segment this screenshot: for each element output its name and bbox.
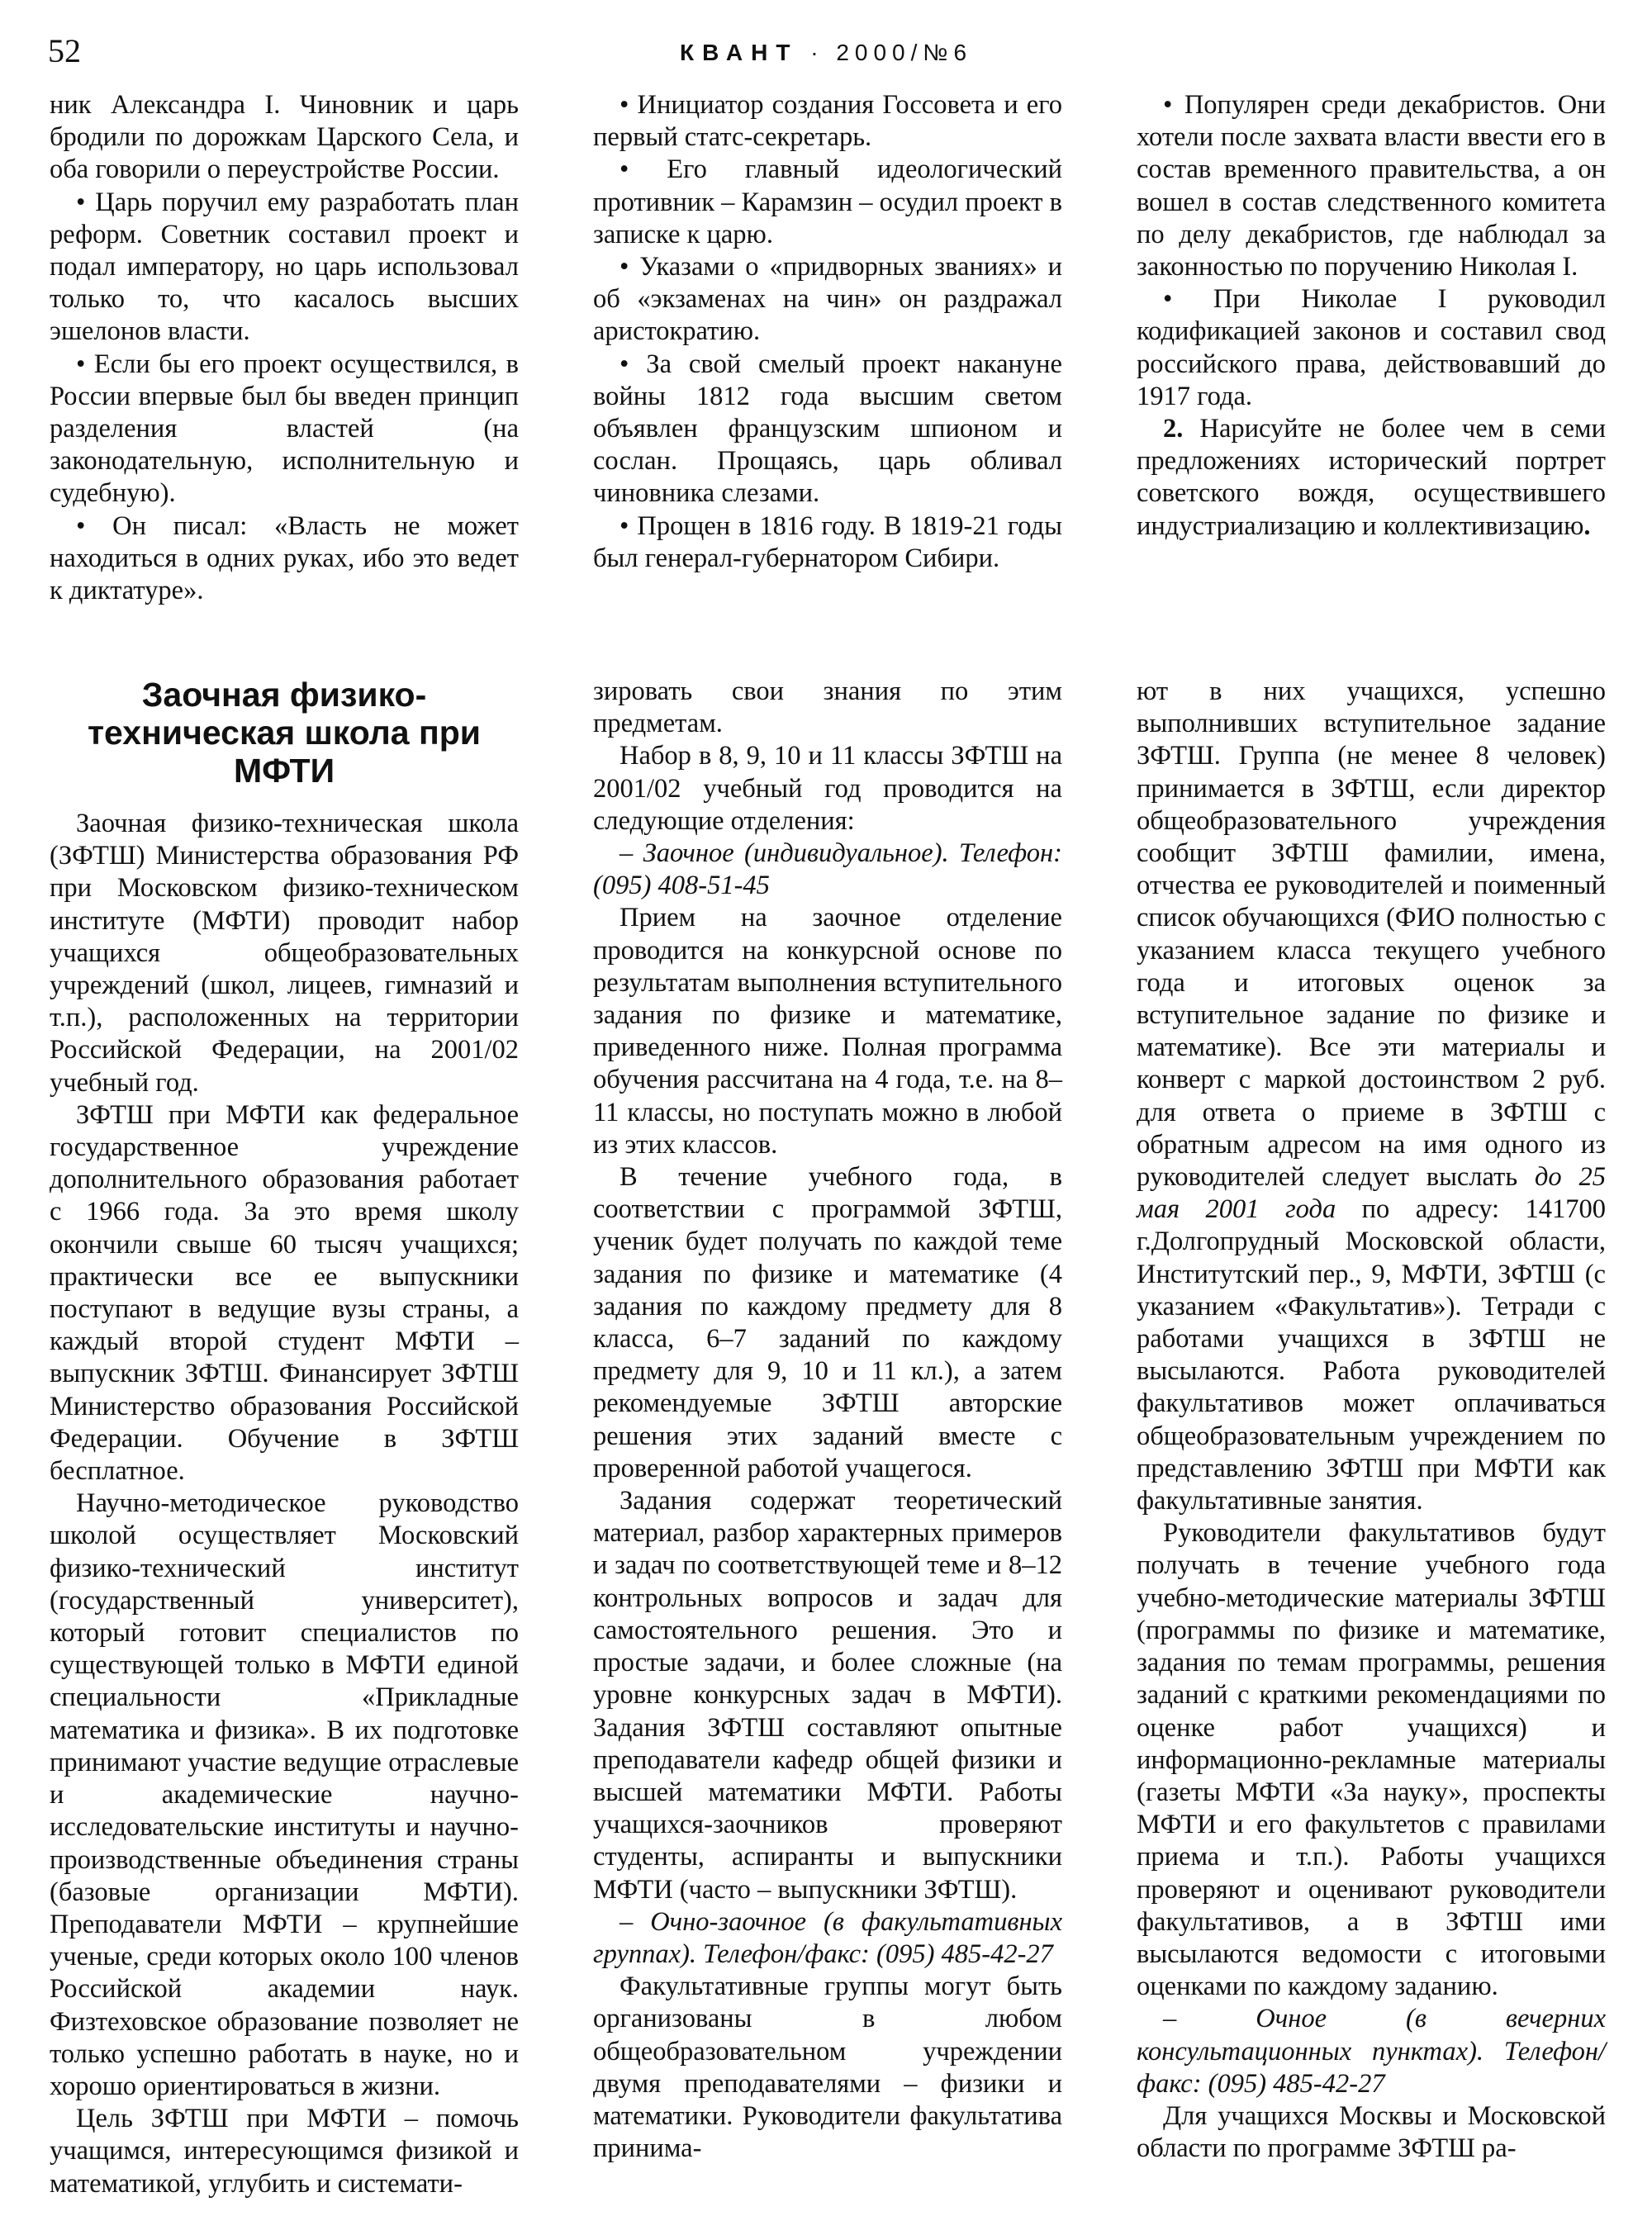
article-paragraph: ЗФТШ при МФТИ как федеральное государственное учреждение дополнительного образования работает с 1966 года. За это время школу окончили свыше 60 тысяч учащихся; практически все ее выпускники поступают в ведущие вузы страны, а каждый второй студент МФТИ – выпускник ЗФТШ. Финансирует ЗФТШ Министерство образования Российской Федерации. Обучение в ЗФТШ бесплатное. [50,1099,519,1487]
quiz-column-2 [593,89,1062,575]
task-text: Нарисуйте не более чем в семи предложениях исторический портрет советского вождя, осуществившего индустриализацию и коллективизацию [1137,414,1607,541]
issue-label: · 2000/№6 [810,40,973,65]
article-paragraph: Задания содержат теоретический материал, разбор характерных примеров и задач по соответствующей теме и 8–12 контрольных вопросов и задач для самостоятельного решения. Это и простые задачи, и более сложные (на уровне конкурсных задач в МФТИ). Задания ЗФТШ составляют опытные преподаватели кафедр общей физики и высшей математики МФТИ. Работы учащихся-заочников проверяют студенты, аспиранты и выпускники МФТИ (часто – выпускники ЗФТШ). [593,1486,1062,1905]
quiz-bullet: • Царь поручил ему разработать план реформ. Советник составил проект и подал императору, но царь использовал только то, что касалось высших эшелонов власти. [50,187,519,349]
running-header [0,36,1652,69]
article-paragraph: Руководители факультативов будут получать в течение учебного года учебно-методические материалы ЗФТШ (программы по физике и математике, задания по темам программы, решения заданий с краткими рекомендациями по оценке работ учащихся) и информационно-рекламные материалы (газеты МФТИ «За науку», проспекты МФТИ и его факультетов с правилами приема и т.п.). Работы учащихся проверяют и оценивают руководители факультативов, а в ЗФТШ ими высылаются ведомости с итоговыми оценками по каждому заданию. [1137,1518,1606,2002]
article-title: Заочная физико-техническая школа при МФТИ [87,676,482,790]
task-number: 2. [1163,414,1184,444]
article-paragraph [1137,676,1606,1517]
quiz-bullet: • Прощен в 1816 году. В 1819-21 годы был генерал-губернатором Сибири. [593,510,1062,575]
paragraph-part: по адресу: 141700 г.Долгопрудный Московской области, Институтский пер., 9, МФТИ, ЗФТШ (с указанием «Факультатив»). Тетради с работами учащихся в ЗФТШ не высылаются. Работа руководителей факультативов может оплачиваться общеобразовательным учреждением по представлению ЗФТШ при МФТИ как факультативные занятия. [1137,1194,1606,1516]
paragraph-part: ют в них учащихся, успешно выполнивших вступительное задание ЗФТШ. Группа (не менее 8 человек) принимается в ЗФТШ, если директор общеобразовательного учреждения сообщит ЗФТШ фамилии, имена, отчества ее руководителей и поименный список обучающихся (ФИО полностью с указанием класса текущего учебного года и итоговых оценок за вступительное задание по физике и математике). Все эти материалы и конверт с маркой достоинством 2 руб. для ответа о приеме в ЗФТШ с обратным адресом на имя одного из руководителей следует выслать [1137,676,1606,1193]
article-column-2 [593,676,1062,2165]
quiz-column-1 [50,89,519,607]
quiz-task-2 [1137,413,1606,543]
article-paragraph: Факультативные группы могут быть организованы в любом общеобразовательном учреждении двумя преподавателями – физики и математики. Руководители факультатива принима- [593,1972,1062,2164]
magazine-name: КВАНТ [679,40,799,65]
page-number: 52 [48,32,81,69]
article-column-1 [50,676,519,2200]
quiz-bullet: • Его главный идеологический противник – Карамзин – осудил проект в записке к царю. [593,154,1062,251]
department-line: – Заочное (индивидуальное). Телефон: (095) 408-51-45 [593,838,1062,901]
article-paragraph: Для учащихся Москвы и Московской области по программе ЗФТШ ра- [1137,2100,1606,2164]
article-paragraph: Набор в 8, 9, 10 и 11 классы ЗФТШ на 2001/02 учебный год проводится на следующие отделения: [593,741,1062,836]
department-line: – Очно-заочное (в факультативных группах). Телефон/факс: (095) 485-42-27 [593,1906,1062,1969]
article-paragraph: зировать свои знания по этим предметам. [593,676,1062,739]
department-line: – Очное (в вечерних консультационных пунктах). Телефон/факс: (095) 485-42-27 [1137,2004,1606,2099]
quiz-bullet: • Популярен среди декабристов. Они хотели после захвата власти ввести его в состав временного правительства, а он вошел в состав следственного комитета по делу декабристов, где наблюдал за законностью по поручению Николая I. [1137,89,1606,283]
quiz-column-3 [1137,89,1606,543]
quiz-paragraph: ник Александра I. Чиновник и царь бродили по дорожкам Царского Села, и оба говорили о переустройстве России. [50,90,519,185]
quiz-bullet: • Инициатор создания Госсовета и его первый статс-секретарь. [593,89,1062,154]
quiz-bullet: • При Николае I руководил кодификацией законов и составил свод российского права, действовавший до 1917 года. [1137,283,1606,413]
article-paragraph: Цель ЗФТШ при МФТИ – помочь учащимся, интересующимся физикой и математикой, углубить и системати- [50,2104,519,2199]
quiz-bullet: • За свой смелый проект накануне войны 1812 года высшим светом объявлен французским шпионом и сослан. Прощаясь, царь обливал чиновника слезами. [593,349,1062,510]
quiz-bullet: • Если бы его проект осуществился, в России впервые был бы введен принцип разделения властей (на законодательную, исполнительную и судебную). [50,349,519,510]
article-paragraph: Научно-методическое руководство школой осуществляет Московский физико-технический институт (государственный университет), который готовит специалистов по существующей только в МФТИ единой специальности «Прикладные математика и физика». В их подготовке принимают участие ведущие отраслевые и академические научно-исследовательские институты и научно-производственные объединения страны (базовые организации МФТИ). Преподаватели МФТИ – крупнейшие ученые, среди которых около 100 членов Российской академии наук. Физтеховское образование позволяет не только успешно работать в науке, но и хорошо ориентироваться в жизни. [50,1488,519,2101]
quiz-bullet: • Указами о «придворных званиях» и об «экзаменах на чин» он раздражал аристократию. [593,251,1062,349]
article-paragraph: Заочная физико-техническая школа (ЗФТШ) Министерства образования РФ при Московском физико-техническом институте (МФТИ) проводит набор учащихся общеобразовательных учреждений (школ, лицеев, гимназий и т.п.), расположенных на территории Российской Федерации, на 2001/02 учебный год. [50,809,519,1098]
deadline-date: до 25 мая 2001 года [1137,1162,1606,1225]
article-paragraph: В течение учебного года, в соответствии с программой ЗФТШ, ученик будет получать по каждой теме задания по физике и математике (4 задания по каждому предмету для 8 класса, 6–7 заданий по каждому предмету для 9, 10 и 11 кл.), а затем рекомендуемые ЗФТШ авторские решения этих заданий вместе с проверенной работой учащегося. [593,1162,1062,1483]
article-column-3 [1137,676,1606,2165]
task-end-mark: . [1583,510,1591,541]
quiz-bullet: • Он писал: «Власть не может находиться в одних руках, ибо это ведет к диктатуре». [50,510,519,608]
article-paragraph: Прием на заочное отделение проводится на конкурсной основе по результатам выполнения вступительного задания по физике и математике, приведенного ниже. Полная программа обучения рассчитана на 4 года, т.е. на 8–11 классы, но поступать можно в любой из этих классов. [593,903,1062,1160]
